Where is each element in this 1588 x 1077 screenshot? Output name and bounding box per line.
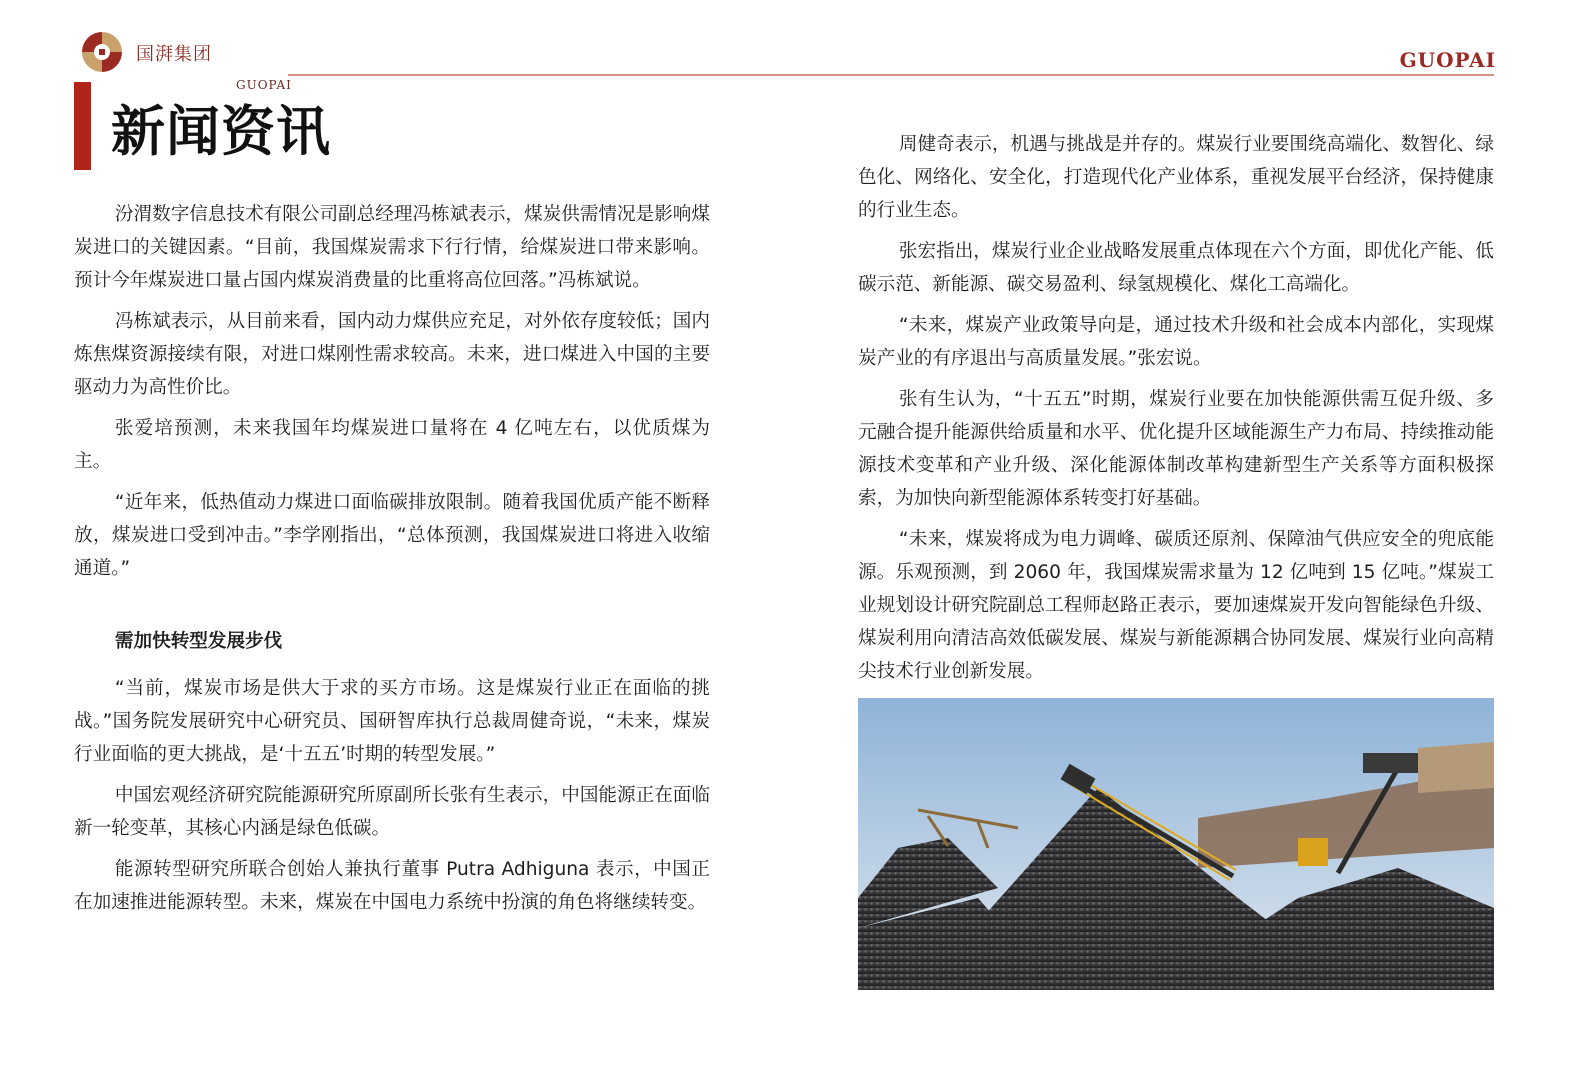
paragraph: 张爱培预测，未来我国年均煤炭进口量将在 4 亿吨左右，以优质煤为主。 xyxy=(74,418,710,472)
section-subheading: 需加快转型发展步伐 xyxy=(114,631,283,652)
page-title: 新闻资讯 xyxy=(111,100,331,163)
paragraph: 周健奇表示，机遇与挑战是并存的。煤炭行业要围绕高端化、数智化、绿色化、网络化、安全化，打造现代化产业体系，重视发展平台经济，保持健康的行业生态。 xyxy=(858,134,1494,221)
coal-yard-photo xyxy=(858,698,1494,990)
paragraph: 能源转型研究所联合创始人兼执行董事 Putra Adhiguna 表示，中国正在加速推进能源转型。未来，煤炭在中国电力系统中扮演的角色将继续转变。 xyxy=(74,859,710,913)
right-column xyxy=(858,128,1494,696)
paragraph: “未来，煤炭产业政策导向是，通过技术升级和社会成本内部化，实现煤炭产业的有序退出与高质量发展。”张宏说。 xyxy=(858,315,1494,369)
guopai-logo-icon xyxy=(80,30,124,74)
paragraph: 张宏指出，煤炭行业企业战略发展重点体现在六个方面，即优化产能、低碳示范、新能源、碳交易盈利、绿氢规模化、煤化工高端化。 xyxy=(858,241,1494,295)
title-accent-bar xyxy=(74,82,91,170)
paragraph: 冯栋斌表示，从目前来看，国内动力煤供应充足，对外依存度较低；国内炼焦煤资源接续有限，对进口煤刚性需求较高。未来，进口煤进入中国的主要驱动力为高性价比。 xyxy=(74,311,710,398)
left-column xyxy=(74,198,710,927)
paragraph: 张有生认为，“十五五”时期，煤炭行业要在加快能源供需互促升级、多元融合提升能源供给质量和水平、优化提升区域能源生产力布局、持续推动能源技术变革和产业升级、深化能源体制改革构建新型生产关系等方面积极探索，为加快向新型能源体系转变打好基础。 xyxy=(858,389,1494,509)
paragraph: “当前，煤炭市场是供大于求的买方市场。这是煤炭行业正在面临的挑战。”国务院发展研究中心研究员、国研智库执行总裁周健奇说，“未来，煤炭行业面临的更大挑战，是‘十五五’时期的转型发展。” xyxy=(74,678,710,765)
brand-name-en: GUOPAI xyxy=(236,78,292,92)
paragraph: “未来，煤炭将成为电力调峰、碳质还原剂、保障油气供应安全的兜底能源。乐观预测，到 2060 年，我国煤炭需求量为 12 亿吨到 15 亿吨。”煤炭工业规划设计研究院副总工程师赵路正表示，要加速煤炭开发向智能绿色升级、煤炭利用向清洁高效低碳发展、煤炭与新能源耦合协同发展、煤炭行业向高精尖技术行业创新发展。 xyxy=(858,529,1494,682)
paragraph: “近年来，低热值动力煤进口面临碳排放限制。随着我国优质产能不断释放，煤炭进口受到冲击。”李学刚指出，“总体预测，我国煤炭进口将进入收缩通道。” xyxy=(74,492,710,579)
paragraph: 汾渭数字信息技术有限公司副总经理冯栋斌表示，煤炭供需情况是影响煤炭进口的关键因素。“目前，我国煤炭需求下行行情，给煤炭进口带来影响。预计今年煤炭进口量占国内煤炭消费量的比重将高位回落。”冯栋斌说。 xyxy=(74,204,710,291)
paragraph: 中国宏观经济研究院能源研究所原副所长张有生表示，中国能源正在面临新一轮变革，其核心内涵是绿色低碳。 xyxy=(74,785,710,839)
brand-name-cn: 国湃集团 xyxy=(136,44,212,65)
header-rule xyxy=(288,74,1494,76)
brand-wordmark-right: GUOPAI xyxy=(1399,48,1496,72)
